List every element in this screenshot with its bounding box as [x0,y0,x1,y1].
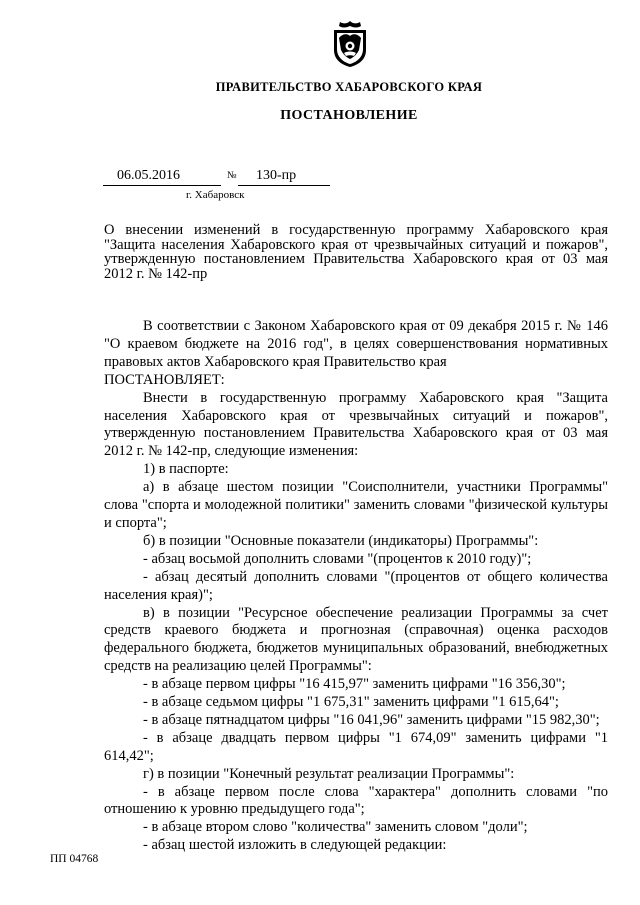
decree-heading: ПОСТАНОВЛЯЕТ: [104,371,225,388]
body-paragraph: - абзац восьмой дополнить словами "(процентов к 2010 году)"; [143,550,532,567]
body-paragraph: - в абзаце двадцать первом цифры "1 674,09" заменить цифрами "1 614,42"; [104,729,608,764]
body-paragraph: - абзац шестой изложить в следующей редакции: [143,837,447,854]
preamble-paragraph: В соответствии с Законом Хабаровского края от 09 декабря 2015 г. № 146 "О краевом бюджете на 2016 год", в целях совершенствования нормативных правовых актов Хабаровского края Правительство края [104,318,608,370]
body-paragraph: - в абзаце седьмом цифры "1 675,31" заменить цифрами "1 615,64"; [143,694,559,711]
document-subject: О внесении изменений в государственную программу Хабаровского края "Защита населения Хабаровского края от чрезвычайных ситуаций и пожаров", утвержденную постановлением Правительства Хабаровского края от 03 мая 2012 г. № 142-пр [104,222,608,282]
body-paragraph: г) в позиции "Конечный результат реализации Программы": [143,765,515,782]
body-paragraph: - в абзаце пятнадцатом цифры "16 041,96" заменить цифрами "15 982,30"; [143,711,600,728]
coat-of-arms-icon [330,20,370,68]
document-date: 06.05.2016 [103,168,221,186]
body-paragraph: - в абзаце первом после слова "характера" дополнить словами "по отношению к уровню предыдущего года"; [104,783,608,818]
body-paragraph: б) в позиции "Основные показатели (индикаторы) Программы": [143,532,539,549]
body-paragraph: - в абзаце втором слово "количества" заменить словом "доли"; [143,819,528,836]
issuer-title: ПРАВИТЕЛЬСТВО ХАБАРОВСКОГО КРАЯ [215,80,483,94]
number-sign: № [227,170,237,181]
city-label: г. Хабаровск [186,189,245,201]
document-number: 130-пр [238,168,330,186]
body-paragraph: - в абзаце первом цифры "16 415,97" заменить цифрами "16 356,30"; [143,676,566,693]
body-paragraph: а) в абзаце шестом позиции "Соисполнители, участники Программы" слова "спорта и молодежной политики" заменить словами "физической культуры и спорта"; [104,479,608,531]
body-paragraph: Внести в государственную программу Хабаровского края "Защита населения Хабаровского края от чрезвычайных ситуаций и пожаров", утвержденную постановлением Правительства Хабаровского края от 03 мая 2012 г. № 142-пр, следующие изменения: [104,389,608,460]
document-code: ПП 04768 [50,853,99,865]
document-body [104,318,608,855]
body-paragraph: - абзац десятый дополнить словами "(процентов от общего количества населения края)"; [104,568,608,603]
document-type-title: ПОСТАНОВЛЕНИЕ [280,108,418,123]
body-paragraph: в) в позиции "Ресурсное обеспечение реализации Программы за счет средств краевого бюджета и прогнозная (справочная) оценка расходов федерального бюджета, бюджетов муниципальных образований, внебюджетных средств на реализацию целей Программы": [104,604,608,675]
body-paragraph: 1) в паспорте: [143,461,229,478]
